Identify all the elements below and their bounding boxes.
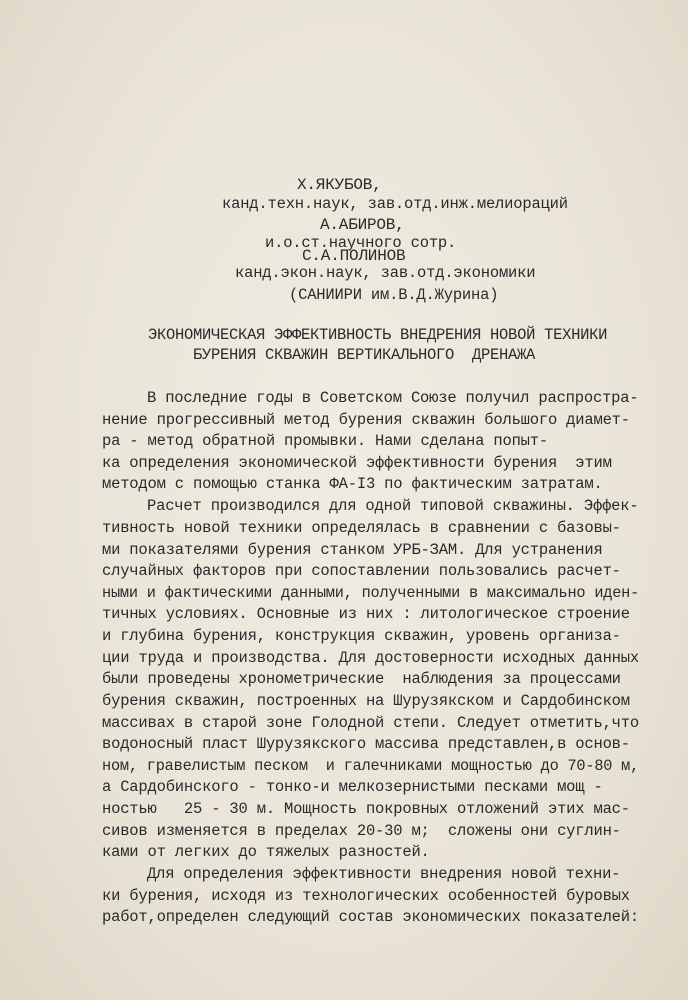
body-line: бурения скважин, построенных на Шурузякском и Сардобинском [102, 692, 630, 710]
body-line: массивах в старой зоне Голодной степи. Следует отметить,что [102, 714, 639, 732]
author-position: канд.экон.наук, зав.отд.экономики [235, 264, 536, 282]
body-line: а Сардобинского - тонко-и мелкозернистыми песками мощ - [102, 778, 603, 796]
body-line: ми показателями бурения станком УРБ-ЗАМ. Для устранения [102, 541, 603, 559]
body-line: Расчет производился для одной типовой скважины. Эффек- [147, 497, 639, 515]
body-line: ции труда и производства. Для достоверности исходных данных [102, 649, 639, 667]
body-line: методом с помощью станка ФА-I3 по фактическим затратам. [102, 475, 603, 493]
article-title-line: БУРЕНИЯ СКВАЖИН ВЕРТИКАЛЬНОГО ДРЕНАЖА [193, 346, 536, 364]
body-line: случайных факторов при сопоставлении пользовались расчет- [102, 562, 621, 580]
body-line: работ,определен следующий состав экономических показателей: [102, 908, 639, 926]
body-line: ра - метод обратной промывки. Нами сделана попыт- [102, 432, 548, 450]
body-line: ностью 25 - 30 м. Мощность покровных отложений этих мас- [102, 800, 630, 818]
body-line: ном, гравелистым песком и галечниками мощностью до 70-80 м, [102, 757, 640, 775]
body-line: сивов изменяется в пределах 20-30 м; сложены они суглин- [102, 822, 621, 840]
author-position: и.о.ст.научного сотр. [265, 234, 457, 252]
body-line: тивность новой техники определялась в сравнении с базовы- [102, 519, 621, 537]
body-line: ными и фактическими данными, полученными в максимально иден- [102, 584, 640, 602]
body-line: В последние годы в Советском Союзе получил распростра- [147, 389, 639, 407]
body-line: были проведены хронометрические наблюдения за процессами [102, 670, 621, 688]
institution: (САНИИРИ им.В.Д.Журина) [289, 286, 499, 304]
author-name: С.А.ПОЛИНОВ [302, 247, 406, 265]
body-line: ками от легких до тяжелых разностей. [102, 843, 430, 861]
body-line: нение прогрессивный метод бурения скважин большого диамет- [102, 411, 630, 429]
author-name: Х.ЯКУБОВ, [297, 176, 382, 194]
body-line: ки бурения, исходя из технологических особенностей буровых [102, 887, 630, 905]
author-name: А.АБИРОВ, [320, 216, 405, 234]
body-line: Для определения эффективности внедрения новой техни- [147, 865, 621, 883]
article-title-line: ЭКОНОМИЧЕСКАЯ ЭФФЕКТИВНОСТЬ ВНЕДРЕНИЯ НОВОЙ ТЕХНИКИ [148, 326, 608, 344]
body-line: ка определения экономической эффективности бурения этим [102, 454, 612, 472]
body-line: и глубина бурения, конструкция скважин, уровень организа- [102, 627, 621, 645]
body-line: тичных условиях. Основные из них : литологическое строение [102, 605, 630, 623]
author-position: канд.техн.наук, зав.отд.инж.мелиораций [222, 195, 568, 213]
body-line: водоносный пласт Шурузякского массива представлен,в основ- [102, 735, 630, 753]
